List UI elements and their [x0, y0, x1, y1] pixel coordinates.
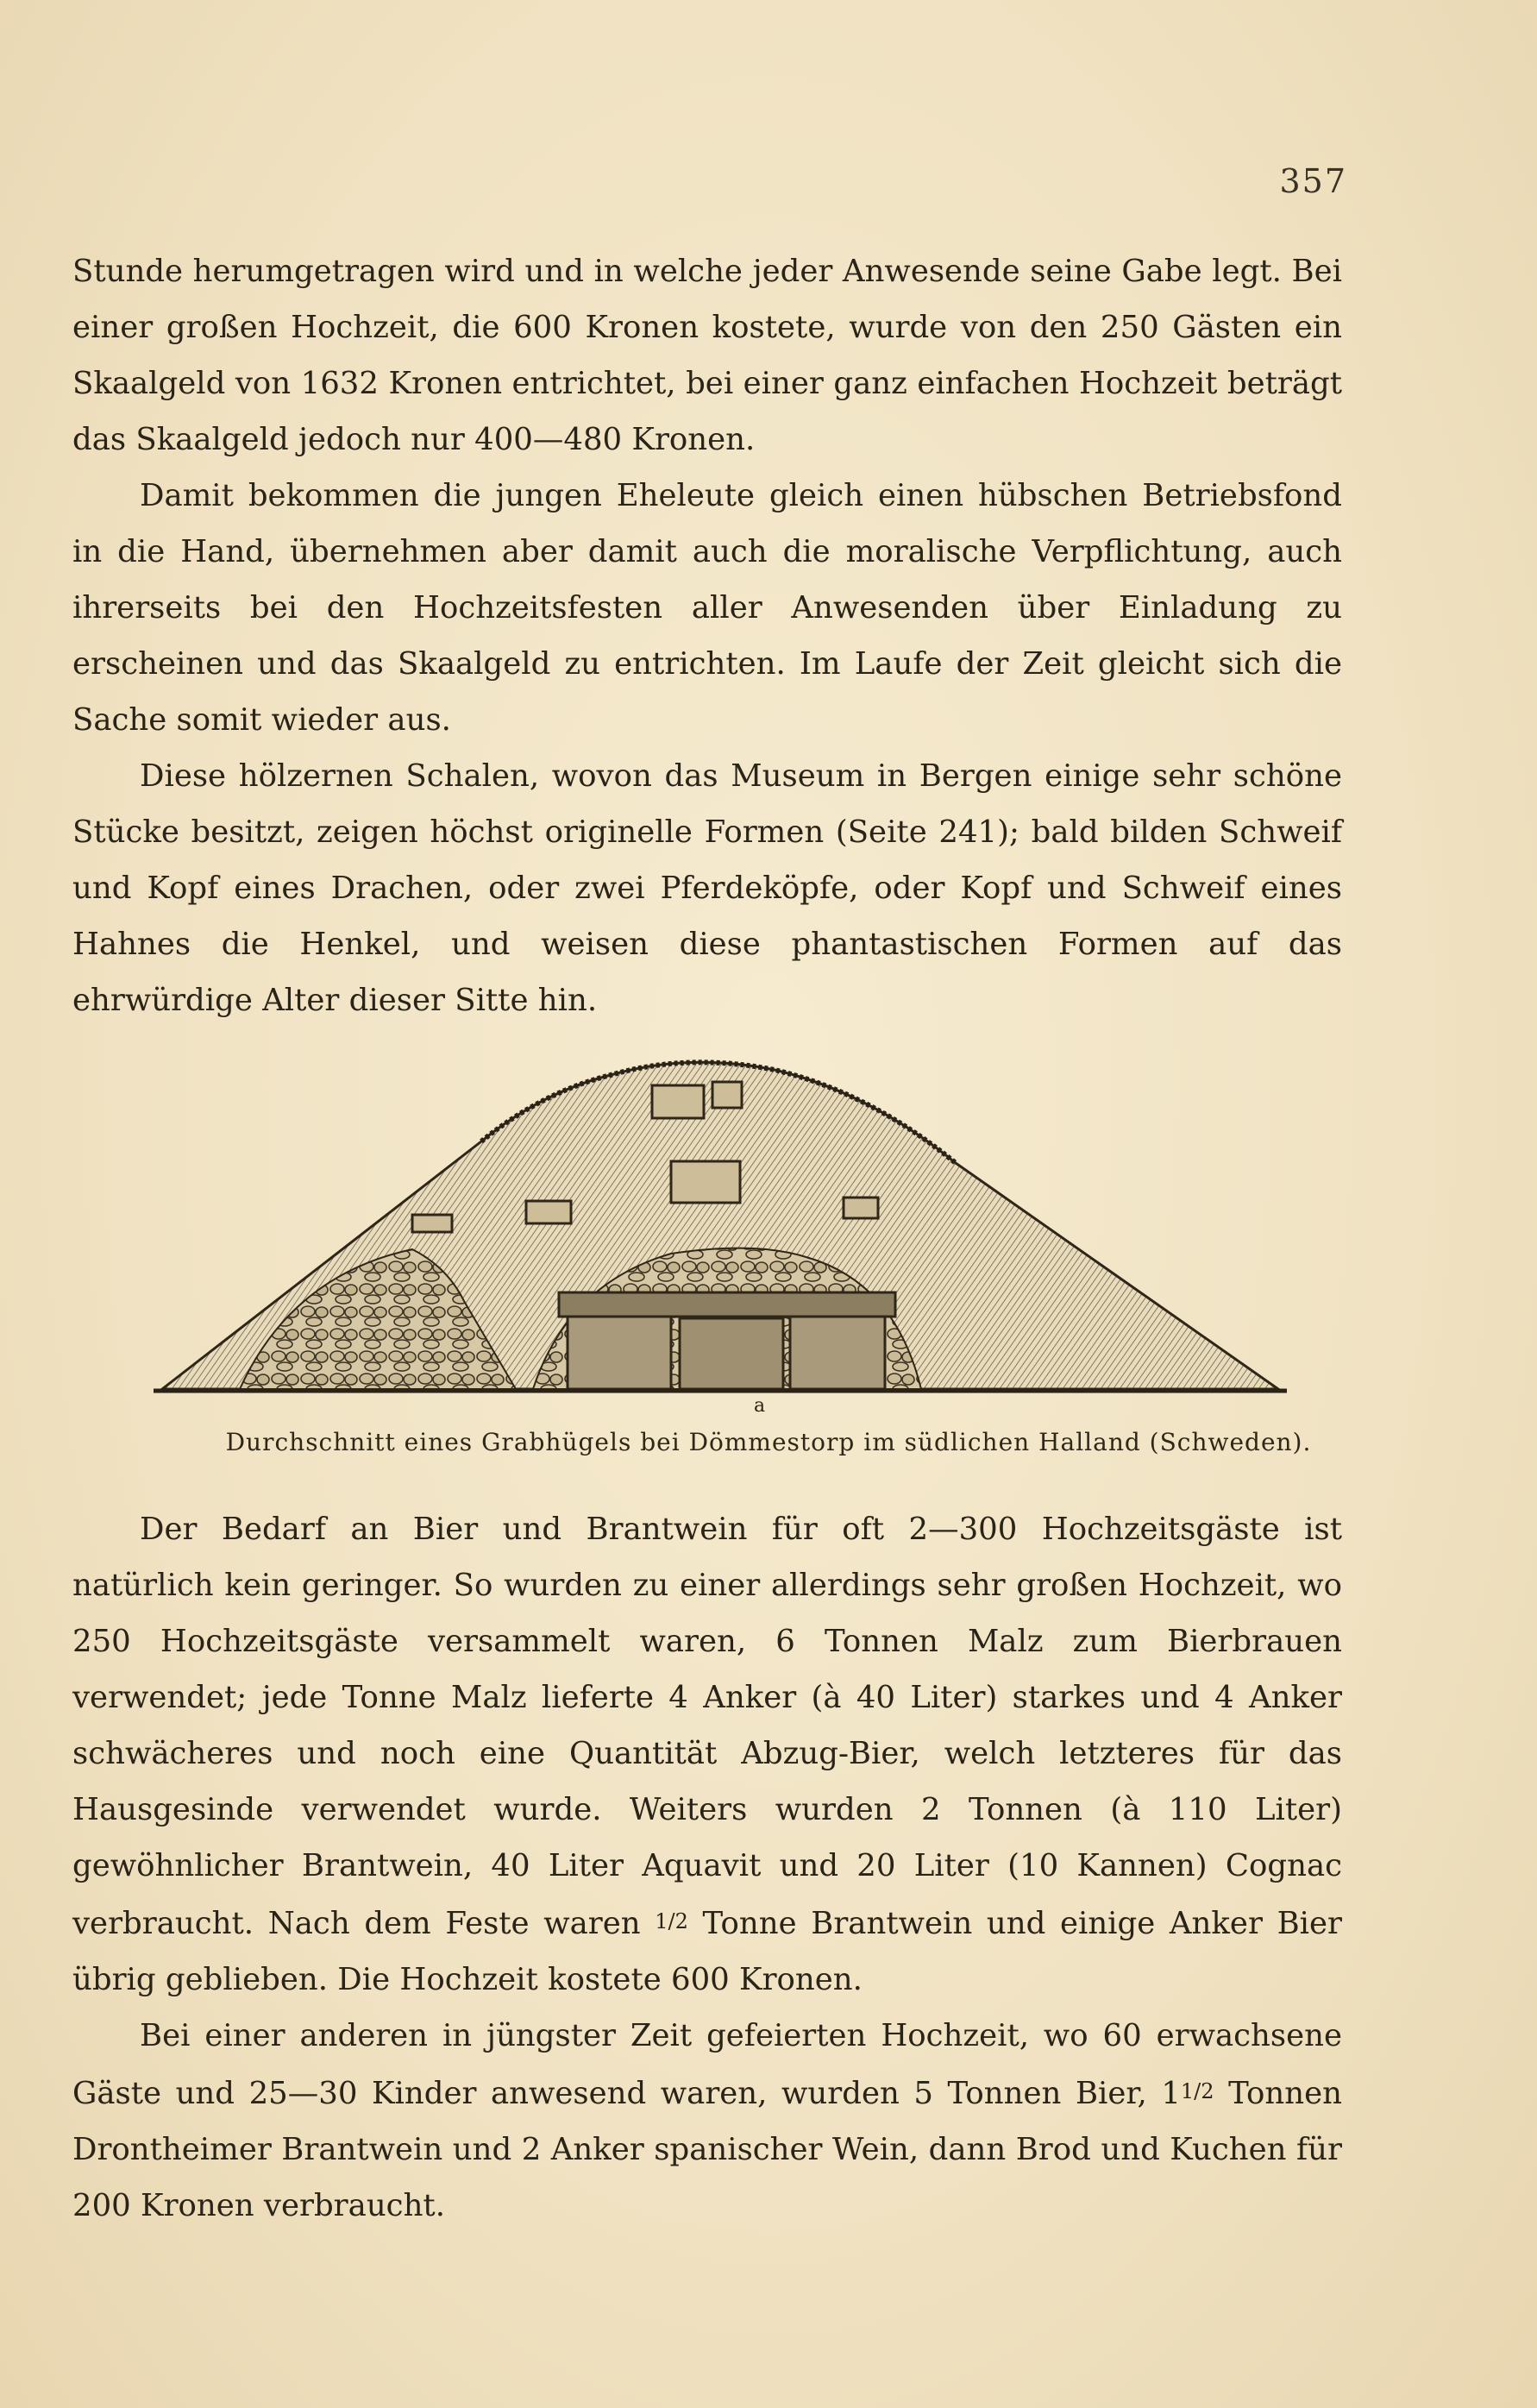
paragraph-text: Bei einer anderen in jüngster Zeit gefeierten Hochzeit, wo 60 erwachsene Gäste und 25—30 Kinder anwesend waren, wurden 5 Tonnen Bier, 1: [72, 2018, 1342, 2111]
paragraph: [72, 1501, 1342, 2008]
paragraph: [72, 2008, 1342, 2234]
paragraph-text: Tonnen Drontheimer Brantwein und 2 Anker spanischer Wein, dann Brod und Kuchen für 200 Kronen verbraucht.: [72, 2076, 1342, 2223]
fraction: 1/2: [655, 1909, 688, 1933]
page-number: 357: [1279, 162, 1347, 200]
figure-marker-label: a: [754, 1395, 766, 1413]
burial-mound-illustration: [154, 990, 1287, 1413]
paragraph: Damit bekommen die jungen Eheleute gleich einen hübschen Betriebsfond in die Hand, übernehmen aber damit auch die moralische Verpflichtung, auch ihrerseits bei den Hochzeitsfesten aller Anwesenden über Einladung zu erscheinen und das Skaalgeld zu entrichten. Im Laufe der Zeit gleicht sich die Sache somit wieder aus.: [72, 478, 1342, 738]
paragraph-text: Tonne Brantwein und einige Anker Bier übrig geblieben. Die Hochzeit kostete 600 Kronen.: [72, 1906, 1342, 1997]
figure-caption: Durchschnitt eines Grabhügels bei Dömmestorp im südlichen Halland (Schweden).: [225, 1428, 1312, 1456]
paragraph: Diese hölzernen Schalen, wovon das Museum in Bergen einige sehr schöne Stücke besitzt, zeigen höchst originelle Formen (Seite 241); bald bilden Schweif und Kopf eines Drachen, oder zwei Pferdeköpfe, oder Kopf und Schweif eines Hahnes die Henkel, und weisen diese phantastischen Formen auf das ehrwürdige Alter dieser Sitte hin.: [72, 758, 1342, 1018]
fraction: 1/2: [1180, 2079, 1214, 2103]
paragraph-text: Der Bedarf an Bier und Brantwein für oft 2—300 Hochzeitsgäste ist natürlich kein geringer. So wurden zu einer allerdings sehr großen Hochzeit, wo 250 Hochzeitsgäste versammelt waren, 6 Tonnen Malz zum Bierbrauen verwendet; jede Tonne Malz lieferte 4 Anker (à 40 Liter) starkes und 4 Anker schwächeres und noch eine Quantität Abzug-Bier, welch letzteres für das Hausgesinde verwendet wurde. Weiters wurden 2 Tonnen (à 110 Liter) gewöhnlicher Brantwein, 40 Liter Aquavit und 20 Liter (10 Kannen) Cognac verbraucht. Nach dem Feste waren: [72, 1512, 1342, 1941]
text-block-top: [72, 243, 1342, 1028]
paragraph: Stunde herumgetragen wird und in welche jeder Anwesende seine Gabe legt. Bei einer großen Hochzeit, die 600 Kronen kostete, wurde von den 250 Gästen ein Skaalgeld von 1632 Kronen entrichtet, bei einer ganz einfachen Hochzeit beträgt das Skaalgeld jedoch nur 400—480 Kronen.: [72, 254, 1342, 457]
text-block-bottom: [72, 1501, 1342, 2234]
